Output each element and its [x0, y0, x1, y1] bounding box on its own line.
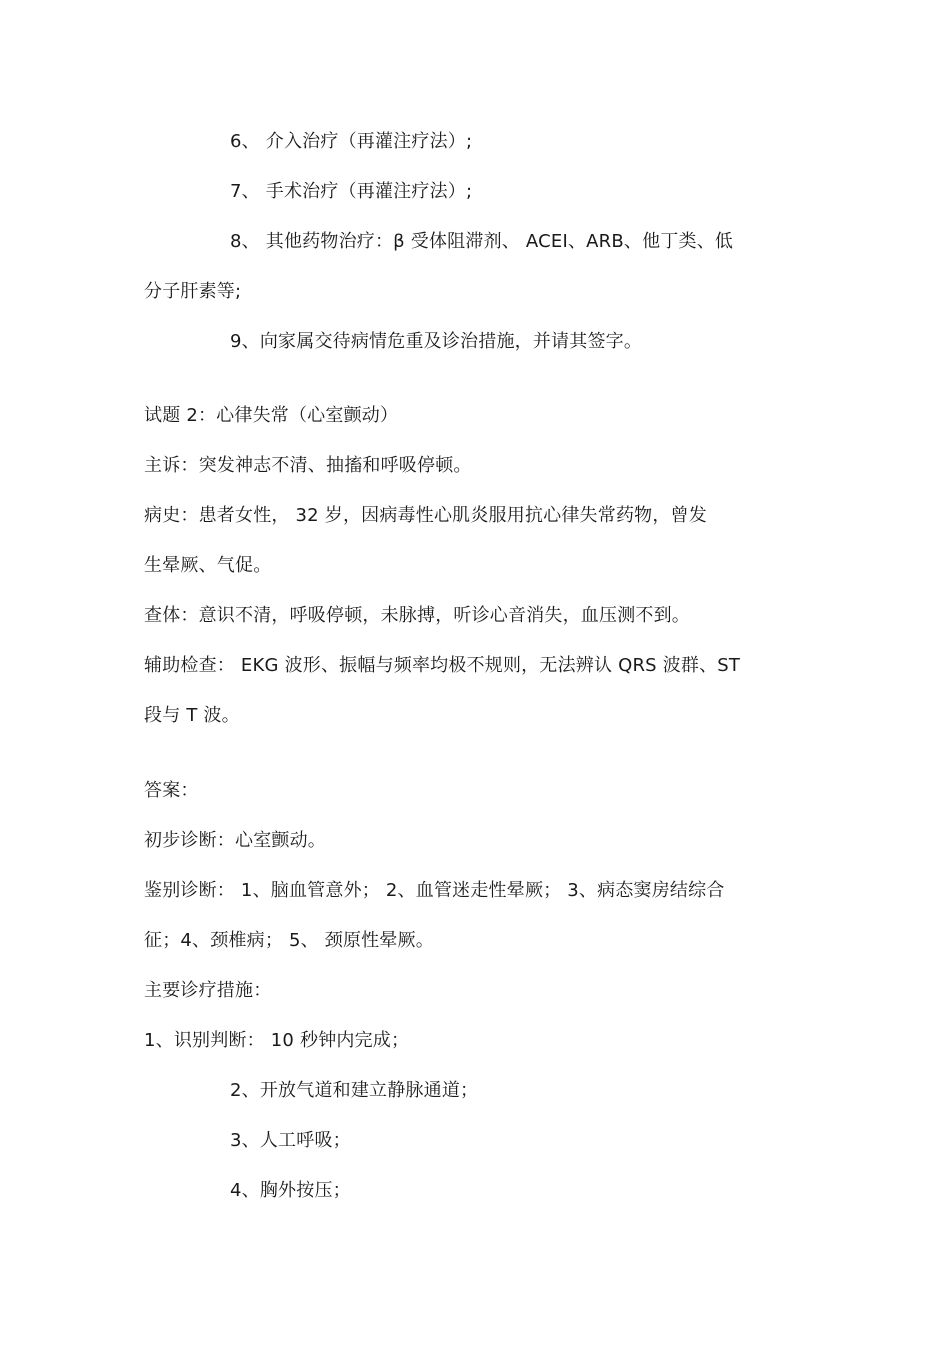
measure-4: 4、胸外按压；: [230, 1180, 351, 1201]
text-line-treatment-8-cont: 分子肝素等;: [144, 281, 242, 302]
auxiliary-exam-cont: 段与 T 波。: [144, 705, 240, 726]
medical-history-cont: 生晕厥、气促。: [144, 555, 272, 576]
preliminary-diagnosis: 初步诊断：心室颤动。: [144, 830, 326, 851]
differential-diagnosis: 鉴别诊断： 1、脑血管意外； 2、血管迷走性晕厥； 3、病态窦房结综合: [144, 880, 725, 901]
text-line-treatment-7: 7、 手术治疗（再灌注疗法）;: [230, 181, 473, 202]
medical-history: 病史：患者女性， 32 岁，因病毒性心肌炎服用抗心律失常药物，曾发: [144, 505, 707, 526]
measure-2: 2、开放气道和建立静脉通道；: [230, 1080, 479, 1101]
differential-diagnosis-cont: 征；4、颈椎病； 5、 颈原性晕厥。: [144, 930, 434, 951]
measure-3: 3、人工呼吸；: [230, 1130, 351, 1151]
text-line-treatment-6: 6、 介入治疗（再灌注疗法）;: [230, 131, 473, 152]
text-line-treatment-9: 9、向家属交待病情危重及诊治措施，并请其签字。: [230, 331, 643, 352]
question-title: 试题 2：心律失常（心室颤动）: [144, 405, 399, 426]
main-measures-heading: 主要诊疗措施：: [144, 980, 272, 1001]
answer-heading: 答案：: [144, 780, 199, 801]
measure-1: 1、识别判断： 10 秒钟内完成；: [144, 1030, 410, 1051]
text-line-treatment-8: 8、 其他药物治疗：β 受体阻滞剂、 ACEI、ARB、他丁类、低: [230, 231, 734, 252]
physical-exam: 查体：意识不清，呼吸停顿，未脉搏，听诊心音消失，血压测不到。: [144, 605, 690, 626]
auxiliary-exam: 辅助检查： EKG 波形、振幅与频率均极不规则，无法辨认 QRS 波群、ST: [144, 655, 741, 676]
chief-complaint: 主诉：突发神志不清、抽搐和呼吸停顿。: [144, 455, 472, 476]
